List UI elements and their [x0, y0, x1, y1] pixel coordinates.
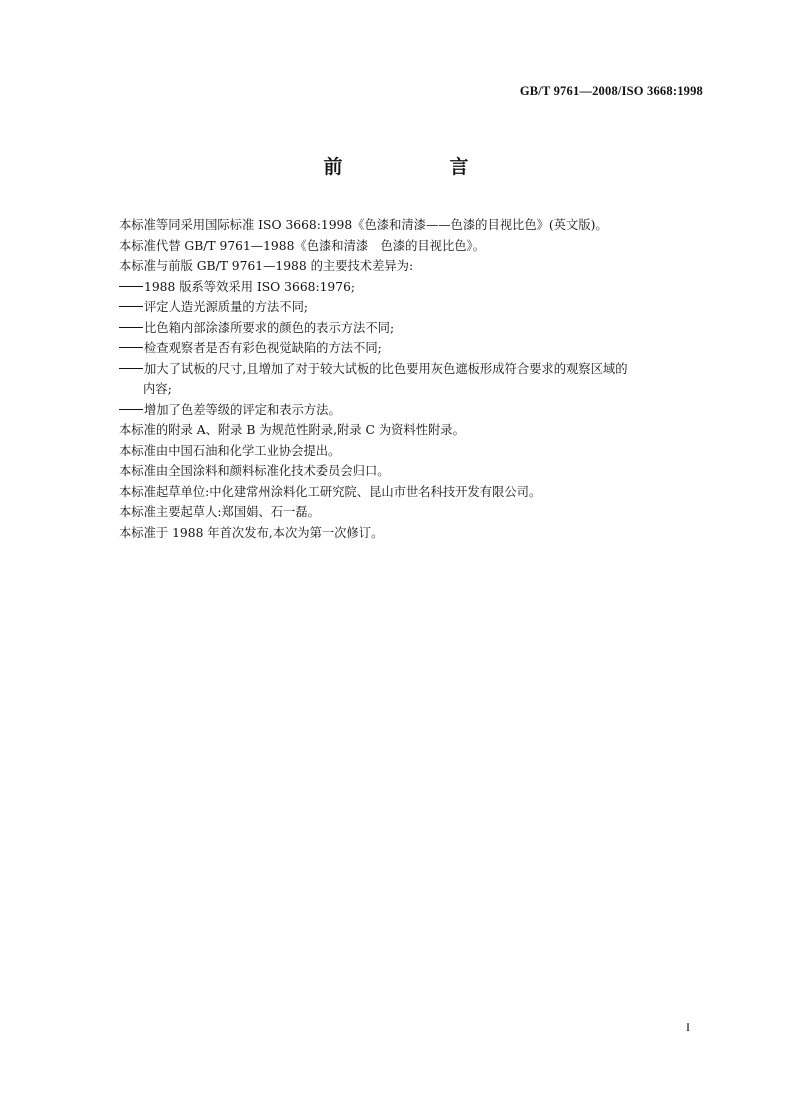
dash-mark [119, 286, 143, 287]
paragraph-history: 本标准于 1988 年首次发布,本次为第一次修订。 [119, 525, 384, 540]
list-item-text: 评定人造光源质量的方法不同; [144, 300, 309, 314]
paragraph-annexes: 本标准的附录 A、附录 B 为规范性附录,附录 C 为资料性附录。 [119, 423, 465, 437]
list-item-text: 检查观察者是否有彩色视觉缺陷的方法不同; [144, 341, 382, 355]
paragraph-drafting-units: 本标准起草单位:中化建常州涂料化工研究院、昆山市世名科技开发有限公司。 [119, 484, 542, 499]
list-item-text: 1988 版系等效采用 ISO 3668:1976; [144, 279, 356, 294]
list-item [119, 297, 719, 318]
standard-code: GB/T 9761—2008/ISO 3668:1998 [519, 84, 703, 98]
dash-mark [119, 306, 143, 307]
dash-mark [119, 409, 143, 410]
list-item [119, 277, 719, 298]
list-item [119, 400, 719, 421]
page-title: 前 言 [323, 156, 513, 178]
list-item-text: 增加了色差等级的评定和表示方法。 [144, 402, 341, 417]
list-item-text: 比色箱内部涂漆所要求的颜色的表示方法不同; [144, 320, 395, 335]
paragraph-centralized-by: 本标准由全国涂料和颜料标准化技术委员会归口。 [119, 464, 390, 478]
page-number: I [686, 1020, 690, 1034]
paragraph-proposed-by: 本标准由中国石油和化学工业协会提出。 [119, 443, 341, 458]
list-item [119, 338, 719, 359]
dash-mark [119, 347, 143, 348]
paragraph-drafters: 本标准主要起草人:郑国娟、石一磊。 [119, 505, 320, 519]
foreword-body [119, 215, 719, 543]
list-item-continuation: 内容; [143, 382, 172, 396]
list-item [119, 359, 719, 380]
list-item [119, 318, 719, 339]
dash-mark [119, 368, 143, 369]
list-item-text: 加大了试板的尺寸,且增加了对于较大试板的比色要用灰色遮板形成符合要求的观察区域的 [144, 361, 628, 376]
paragraph-differences-intro: 本标准与前版 GB/T 9761—1988 的主要技术差异为: [119, 259, 414, 273]
dash-mark [119, 327, 143, 328]
paragraph-replaces: 本标准代替 GB/T 9761—1988《色漆和清漆 色漆的目视比色》。 [119, 238, 485, 253]
paragraph-adoption: 本标准等同采用国际标准 ISO 3668:1998《色漆和清漆——色漆的目视比色》(英文版)。 [119, 218, 608, 232]
